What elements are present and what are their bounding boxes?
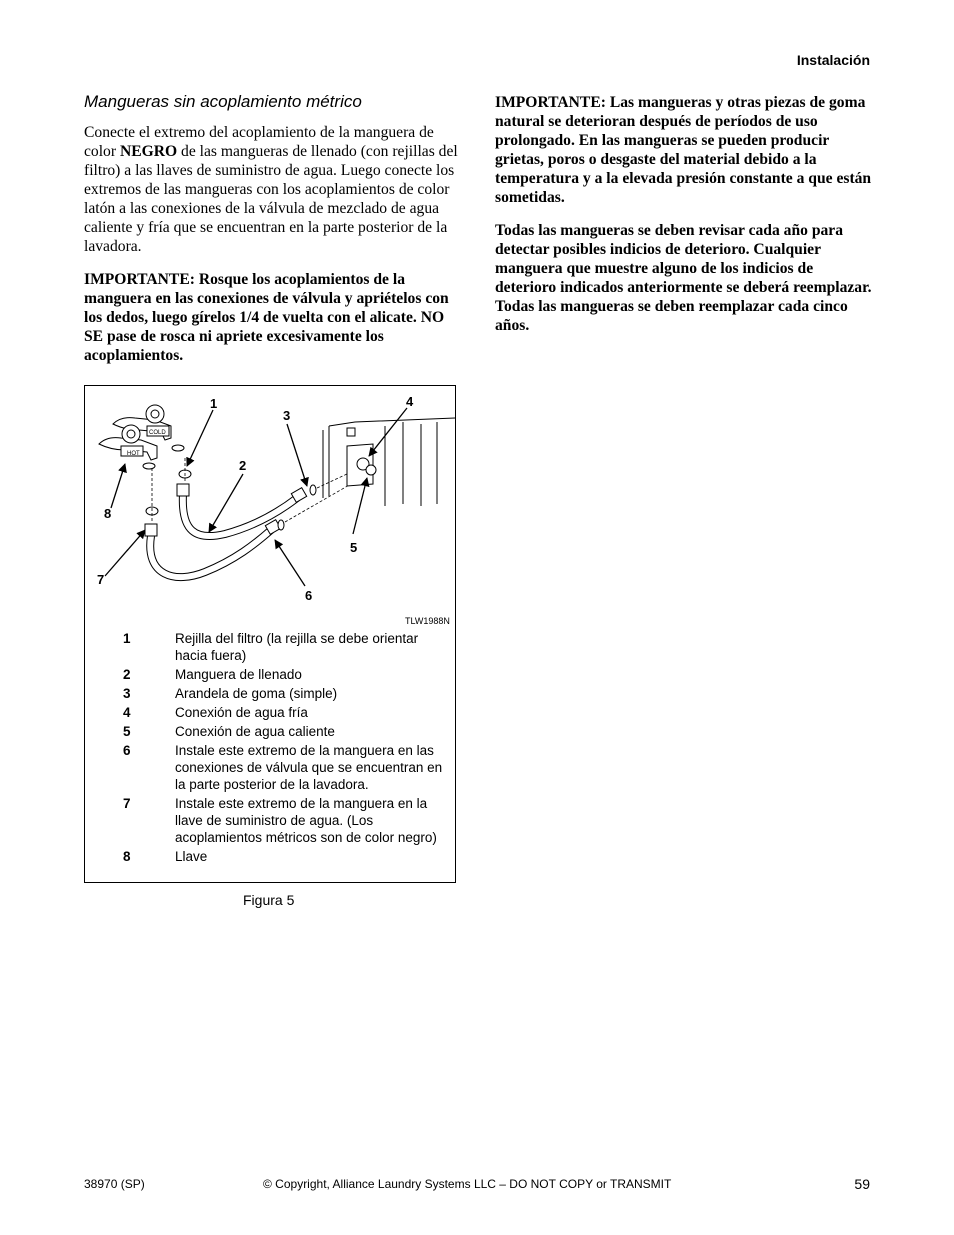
- important-note-couplings: IMPORTANTE: Rosque los acoplamientos de la manguera en las conexiones de válvula y apriételos con los dedos, luego gírelos 1/4 de vuelta con el alicate. NO SE pase de rosca ni apriete excesivamente los acoplamientos.: [84, 271, 449, 364]
- legend-text: Rejilla del filtro (la rejilla se debe orientar hacia fuera): [175, 631, 419, 663]
- hose-inspection-note: Todas las mangueras se deben revisar cada año para detectar posibles indicios de deterioro. Cualquier manguera que muestre alguno de los indicios de deterioro indicados anteriormente se deberá reemplazar. Todas las mangueras se deben reemplazar cada cinco años.: [495, 222, 872, 334]
- legend-number: 3: [123, 686, 131, 701]
- callout-4: 4: [406, 394, 414, 409]
- figure-code: TLW1988N: [405, 616, 450, 626]
- legend-text: Manguera de llenado: [175, 667, 302, 682]
- legend-row: [123, 704, 453, 721]
- figure-5-box: [84, 385, 456, 883]
- left-column: [84, 92, 460, 379]
- legend-row: [123, 848, 453, 865]
- hot-tap-label: HOT: [127, 451, 140, 457]
- legend-number: 1: [123, 631, 131, 646]
- important-note-hoses: IMPORTANTE: Las mangueras y otras piezas de goma natural se deterioran después de períodos de uso prolongado. En las mangueras se pueden producir grietas, poros o desgaste del material debido a la temperatura y a la elevada presión constante a que están sometidas.: [495, 94, 872, 206]
- legend-row: [123, 723, 453, 740]
- water-faucets: [99, 405, 184, 469]
- callout-2: 2: [239, 458, 247, 473]
- legend-text: Instale este extremo de la manguera en las conexiones de válvula que se encuentran en la parte posterior de la lavadora.: [175, 743, 443, 792]
- section-title: Mangueras sin acoplamiento métrico: [84, 92, 362, 111]
- legend-row: [123, 630, 453, 664]
- instructions-bold-word: NEGRO: [119, 143, 178, 160]
- legend-row: [123, 666, 453, 683]
- lower-fill-hose: [145, 520, 284, 577]
- page-number: 59: [854, 1176, 870, 1192]
- legend-row: [123, 685, 453, 702]
- legend-text: Llave: [175, 849, 208, 864]
- legend-number: 7: [123, 796, 131, 811]
- legend-text: Arandela de goma (simple): [175, 686, 338, 701]
- legend-row: [123, 742, 453, 793]
- instructions-paragraph: [84, 123, 460, 256]
- legend-text: Conexión de agua caliente: [175, 724, 335, 739]
- instructions-text-start: Conecte el extremo del acoplamiento de la manguera de color: [84, 124, 434, 160]
- figure-legend: [123, 630, 453, 867]
- section-header: Instalación: [796, 52, 870, 68]
- cold-tap-label: COLD: [149, 430, 166, 436]
- legend-number: 2: [123, 667, 131, 682]
- callout-1: 1: [210, 396, 218, 411]
- legend-number: 6: [123, 743, 131, 758]
- legend-number: 8: [123, 849, 131, 864]
- callout-5: 5: [350, 540, 358, 555]
- legend-row: [123, 795, 453, 846]
- legend-text: Instale este extremo de la manguera en la llave de suministro de agua. (Los acoplamientos métricos son de color negro): [175, 796, 437, 845]
- callout-6: 6: [305, 588, 313, 603]
- hose-installation-illustration: [85, 386, 457, 626]
- instructions-text-end: de las mangueras de llenado (con rejillas del filtro) a las llaves de suministro de agua. Luego conecte los extremos de las mangueras con los acoplamientos de color latón a las conexiones de la válvula de mezclado de agua caliente y fría que se encuentran en la parte posterior de la lavadora.: [84, 143, 458, 255]
- document-number: 38970 (SP): [84, 1177, 145, 1191]
- callout-8: 8: [104, 506, 112, 521]
- right-column: [495, 93, 873, 349]
- callout-7: 7: [97, 572, 105, 587]
- upper-fill-hose: [177, 484, 316, 536]
- callout-3: 3: [283, 408, 291, 423]
- legend-number: 4: [123, 705, 131, 720]
- legend-number: 5: [123, 724, 131, 739]
- legend-text: Conexión de agua fría: [175, 705, 308, 720]
- copyright-notice: © Copyright, Alliance Laundry Systems LLC – DO NOT COPY or TRANSMIT: [263, 1177, 672, 1191]
- figure-caption: Figura 5: [243, 892, 295, 908]
